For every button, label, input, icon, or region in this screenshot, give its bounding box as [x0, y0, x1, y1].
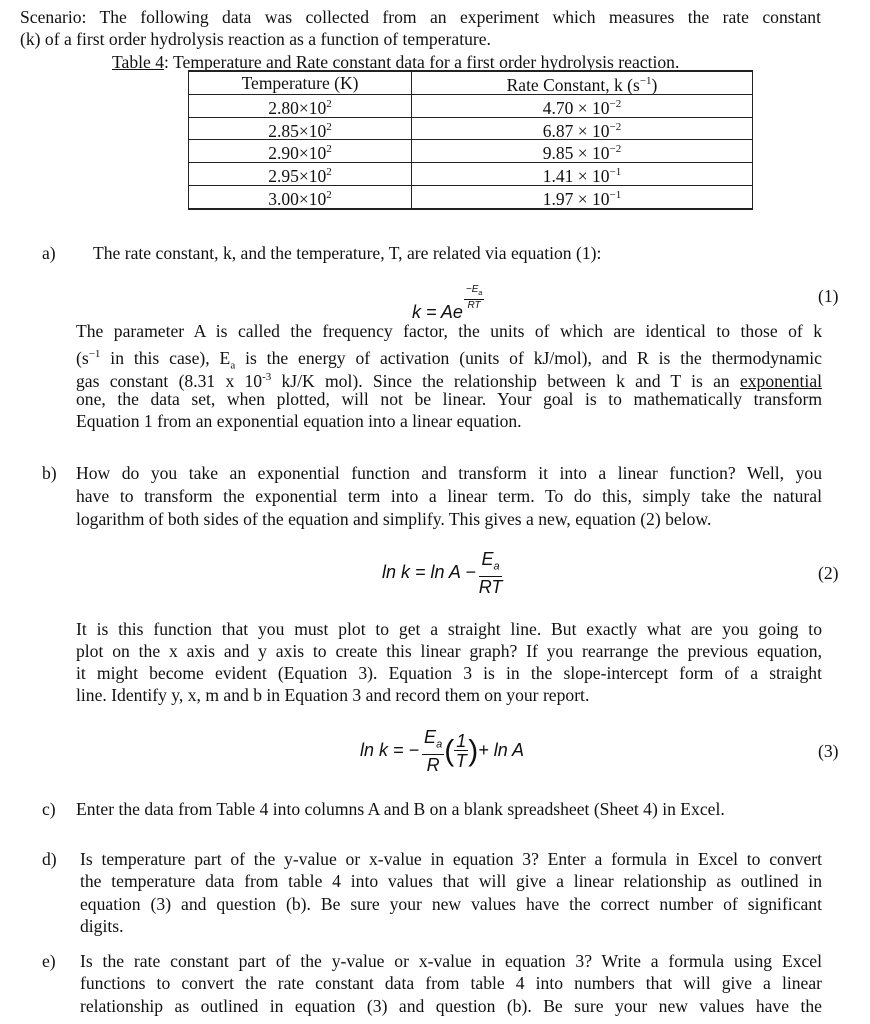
equation-3-inner-fraction: $\frac{1}{T}$: [455, 730, 467, 771]
table-row: [189, 186, 753, 209]
table-header-row: [189, 71, 753, 94]
right-paren: ): [468, 734, 479, 768]
table-row: [189, 117, 753, 140]
rate-cell: $1.97 \times 10^{-1}$: [412, 186, 753, 209]
equation-2: ln k = ln A − $\frac{E_a}{RT}$: [382, 549, 503, 597]
equation-3-number: (3): [818, 741, 839, 761]
part-c-marker: c): [42, 799, 56, 819]
part-e-line-3: relationship as outlined in equation (3) and question (b). Be sure your new values have the: [80, 996, 822, 1016]
temp-cell: $2.90\times 10^2$: [189, 140, 412, 163]
left-paren: (: [444, 734, 455, 768]
part-e-line-2: functions to convert the rate constant data from table 4 into numbers that will give a linear: [80, 973, 822, 993]
part-b-para-line-3: it might become evident (Equation 3). Equation 3 is in the slope-intercept form of a straight: [76, 663, 822, 683]
part-b-line-3: logarithm of both sides of the equation and simplify. This gives a new, equation (2) below.: [76, 509, 712, 529]
part-d-line-2: the temperature data from table 4 into values that will give a linear relationship as outlined in: [80, 871, 822, 891]
rate-cell: $6.87 \times 10^{-2}$: [412, 117, 753, 140]
table-row: [189, 94, 753, 117]
part-d-line-4: digits.: [80, 916, 124, 936]
table-caption-label: Table 4: [112, 52, 165, 72]
temp-cell: $3.00\times 10^2$: [189, 186, 412, 209]
equation-3-fraction: $\frac{E_a}{R}$: [424, 727, 443, 775]
equation-1-number: (1): [818, 286, 839, 306]
col-header-rate: Rate Constant, k $(s^{-1})$: [412, 71, 753, 94]
part-d-line-3: equation (3) and question (b). Be sure your new values have the correct number of significant: [80, 894, 822, 914]
table-row: [189, 140, 753, 163]
data-table: [188, 70, 753, 210]
part-e-marker: e): [42, 951, 56, 971]
part-c-text: Enter the data from Table 4 into columns A and B on a blank spreadsheet (Sheet 4) in Excel.: [76, 799, 725, 819]
part-d-line-1: Is temperature part of the y-value or x-value in equation 3? Enter a formula in Excel to convert: [80, 849, 822, 869]
part-b-line-1: How do you take an exponential function and transform it into a linear function? Well, you: [76, 463, 822, 483]
temp-cell: $2.95\times 10^2$: [189, 163, 412, 186]
col-header-temperature: Temperature (K): [189, 71, 412, 94]
part-e-line-1: Is the rate constant part of the y-value or x-value in equation 3? Write a formula using Excel: [80, 951, 822, 971]
equation-1: k = Ae $\frac{-E_a}{RT}$: [412, 284, 483, 322]
equation-2-number: (2): [818, 563, 839, 583]
rate-cell: $1.41 \times 10^{-1}$: [412, 163, 753, 186]
intro-line-2: (k) of a first order hydrolysis reaction as a function of temperature.: [20, 29, 491, 49]
part-a-para-line-2: ($s^{-1}$ in this case), $E_a$ is the energy of activation (units of kJ/mol), and R is the thermodynamic: [76, 347, 822, 372]
part-b-para-line-1: It is this function that you must plot to get a straight line. But exactly what are you going to: [76, 619, 822, 639]
part-b-para-line-2: plot on the x axis and y axis to create this linear graph? If you rearrange the previous equation,: [76, 641, 822, 661]
equation-2-fraction: $\frac{E_a}{RT}$: [478, 549, 503, 597]
table-row: [189, 163, 753, 186]
rate-cell: $4.70 \times 10^{-2}$: [412, 94, 753, 117]
part-a-para-line-3: gas constant (8.31 x $10^{-3}$ kJ/K mol). Since the relationship between k and T is an exponential: [76, 370, 823, 391]
temp-cell: $2.85\times 10^2$: [189, 117, 412, 140]
part-a-text: The rate constant, k, and the temperature, T, are related via equation (1):: [93, 243, 602, 263]
equation-1-exponent: $\frac{-E_a}{RT}$: [465, 284, 483, 311]
temp-cell: $2.80\times 10^2$: [189, 94, 412, 117]
part-a-marker: a): [42, 243, 56, 263]
part-d-marker: d): [42, 849, 57, 869]
part-a-para-line-4: one, the data set, when plotted, will not be linear. Your goal is to mathematically transform: [76, 389, 822, 409]
part-a-para-line-1: The parameter A is called the frequency factor, the units of which are identical to those of k: [76, 321, 822, 341]
part-a-para-line-5: Equation 1 from an exponential equation into a linear equation.: [76, 411, 522, 431]
part-b-para-line-4: line. Identify y, x, m and b in Equation 3 and record them on your report.: [76, 685, 590, 705]
intro-line-1: Scenario: The following data was collected from an experiment which measures the rate constant: [20, 7, 821, 27]
table-caption-text: : Temperature and Rate constant data for a first order hydrolysis reaction.: [164, 52, 680, 72]
part-b-marker: b): [42, 463, 57, 483]
equation-3: ln k = − $\frac{E_a}{R}$ ( $\frac{1}{T}$ )+ ln A: [360, 727, 525, 775]
part-b-line-2: have to transform the exponential term into a linear term. To do this, simply take the natural: [76, 486, 822, 506]
rate-cell: $9.85 \times 10^{-2}$: [412, 140, 753, 163]
